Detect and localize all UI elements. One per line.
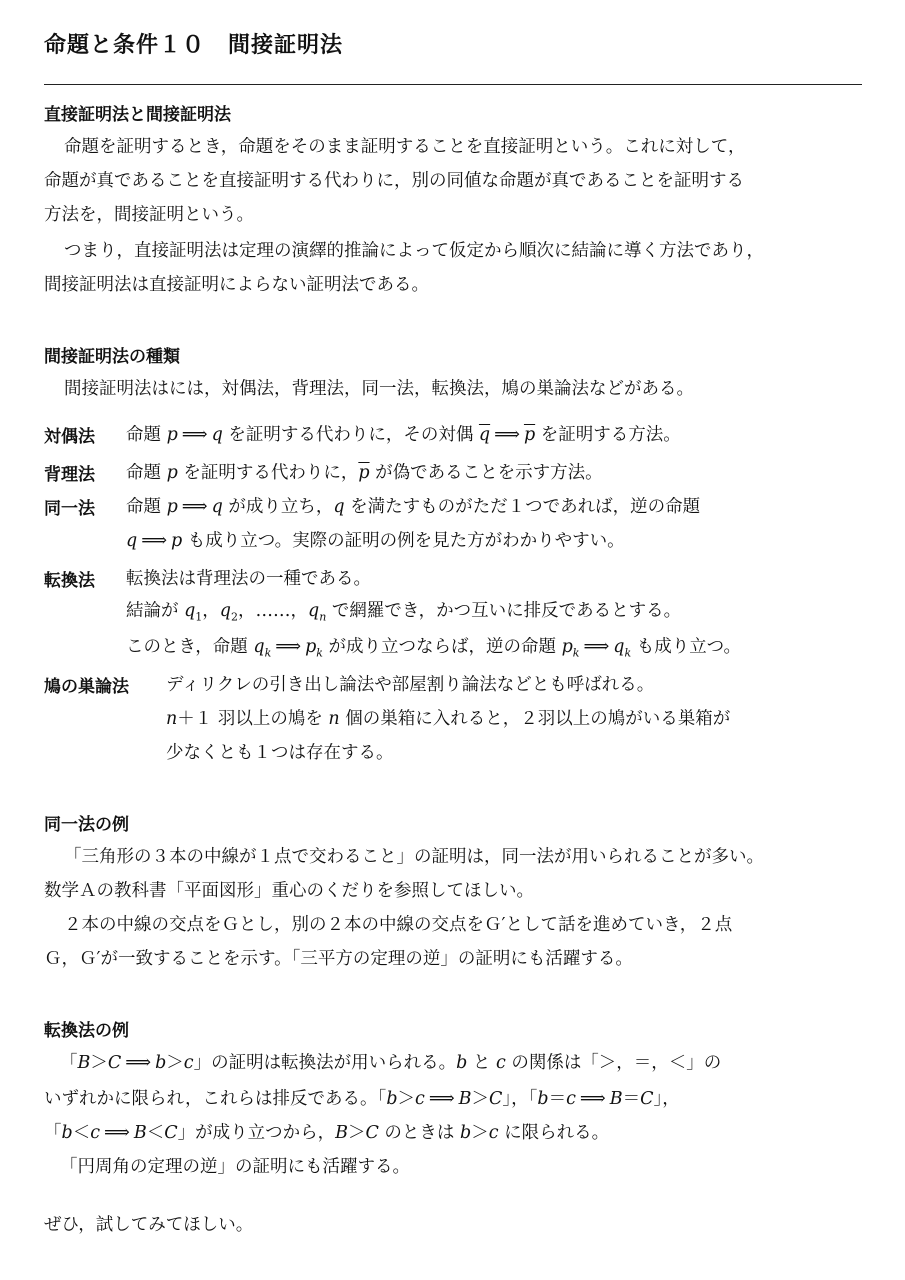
implies-arrow: ⟹ [125, 1052, 152, 1073]
definition-conversion-line1: 転換法は背理法の一種である。 [126, 569, 371, 589]
section-heading-types: 間接証明法の種類 [44, 347, 180, 367]
definition-contrapositive: 命題 p ⟹ q を証明する代わりに，その対偶 $\overline{q}$ ⟹ $\overline{p}$ を証明する方法。 [126, 424, 681, 445]
paragraph-line: 間接証明法はには，対偶法，背理法，同一法，転換法，鳩の巣論法などがある。 [64, 379, 694, 399]
title-divider [44, 84, 862, 85]
definition-contradiction: 命題 p を証明する代わりに，$\overline{p}$ が偽であることを示す方法。 [126, 463, 603, 483]
section-heading-direct-indirect: 直接証明法と間接証明法 [44, 105, 231, 125]
paragraph-line: つまり，直接証明法は定理の演繹的推論によって仮定から順次に結論に導く方法であり， [64, 241, 764, 261]
term-contrapositive: 対偶法 [44, 427, 95, 447]
implies-arrow: ⟹ [579, 1088, 606, 1109]
paragraph-line: 命題を証明するとき，命題をそのまま証明することを直接証明という。これに対して， [64, 137, 746, 157]
section-heading-identity-example: 同一法の例 [44, 815, 129, 835]
definition-pigeonhole-line2: n＋１ 羽以上の鳩を n 個の巣箱に入れると，２羽以上の鳩がいる巣箱が [166, 709, 731, 729]
definition-pigeonhole-line3: 少なくとも１つは存在する。 [166, 743, 394, 763]
definition-pigeonhole-line1: ディリクレの引き出し論法や部屋割り論法などとも呼ばれる。 [166, 675, 655, 695]
term-pigeonhole: 鳩の巣論法 [44, 677, 129, 697]
implies-arrow: ⟹ [494, 424, 520, 445]
implies-arrow: ⟹ [428, 1088, 455, 1109]
implies-arrow: ⟹ [275, 636, 302, 657]
paragraph-line: 「三角形の３本の中線が１点で交わること」の証明は，同一法が用いられることが多い。 [64, 847, 764, 867]
definition-identity-line1: 命題 p ⟹ q が成り立ち，q を満たすものがただ１つであれば，逆の命題 [126, 496, 701, 517]
paragraph-line: 方法を，間接証明という。 [44, 205, 254, 225]
paragraph-line: 「B＞C ⟹ b＞c」の証明は転換法が用いられる。b と c の関係は「＞，＝，＜」の [60, 1052, 722, 1073]
term-contradiction: 背理法 [44, 465, 95, 485]
paragraph-line: 命題が真であることを直接証明する代わりに，別の同値な命題が真であることを証明する [44, 171, 744, 191]
section-heading-conversion-example: 転換法の例 [44, 1021, 129, 1041]
definition-conversion-line2: 結論が $q_1$，$q_2$，……，$q_n$ で網羅でき，かつ互いに排反であるとする。 [126, 601, 682, 624]
term-identity: 同一法 [44, 499, 95, 519]
paragraph-line: Ｇ，Ｇ′が一致することを示す。「三平方の定理の逆」の証明にも活躍する。 [44, 949, 633, 969]
paragraph-line: 間接証明法は直接証明によらない証明法である。 [44, 275, 429, 295]
term-conversion: 転換法 [44, 571, 95, 591]
paragraph-line: 「円周角の定理の逆」の証明にも活躍する。 [60, 1157, 410, 1177]
paragraph-line: いずれかに限られ，これらは排反である。「b＞c ⟹ B＞C」，「b＝c ⟹ B＝C」， [44, 1088, 680, 1109]
closing-line: ぜひ，試してみてほしい。 [44, 1215, 254, 1235]
implies-arrow: ⟹ [181, 424, 208, 445]
definition-conversion-line3: このとき，命題 $q_k$ ⟹ $p_k$ が成り立つならば，逆の命題 $p_k$ ⟹ $q_k$ も成り立つ。 [126, 636, 741, 660]
implies-arrow: ⟹ [583, 636, 610, 657]
paragraph-line: 「b＜c ⟹ B＜C」が成り立つから，B＞C のときは b＞c に限られる。 [44, 1122, 610, 1143]
paragraph-line: ２本の中線の交点をＧとし，別の２本の中線の交点をＧ′として話を進めていき，２点 [64, 915, 733, 935]
implies-arrow: ⟹ [181, 496, 208, 517]
paragraph-line: 数学Ａの教科書「平面図形」重心のくだりを参照してほしい。 [44, 881, 534, 901]
implies-arrow: ⟹ [141, 530, 168, 551]
implies-arrow: ⟹ [104, 1122, 130, 1143]
page-title: 命題と条件１０ 間接証明法 [44, 33, 344, 58]
definition-identity-line2: q ⟹ p も成り立つ。実際の証明の例を見た方がわかりやすい。 [126, 530, 625, 551]
